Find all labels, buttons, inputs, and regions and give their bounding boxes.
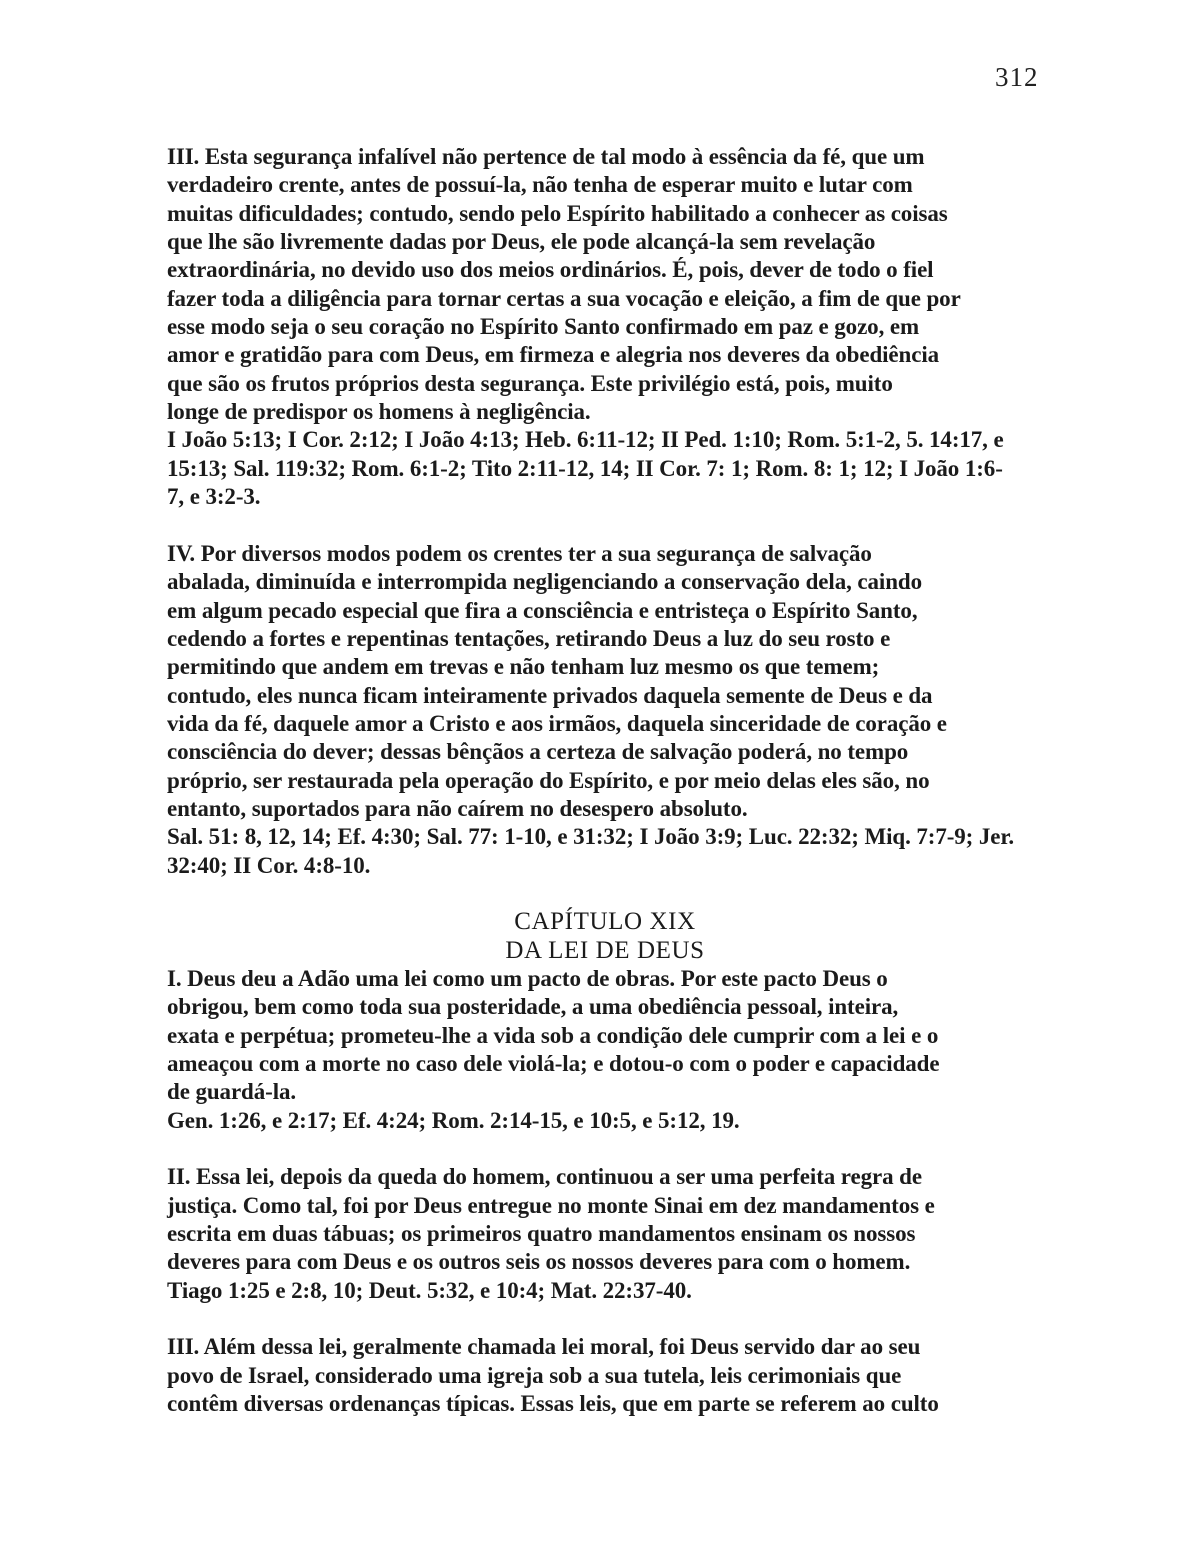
section-ii-law-after-fall-line: justiça. Como tal, foi por Deus entregue no monte Sinai em dez mandamentos e (167, 1192, 935, 1218)
section-iv-references-line: Sal. 51: 8, 12, 14; Ef. 4:30; Sal. 77: 1-10, e 31:32; I João 3:9; Luc. 22:32; Miq. 7:7-9; Jer. (167, 824, 1015, 850)
document-body (167, 143, 1043, 1418)
section-iii-assurance-line: esse modo seja o seu coração no Espírito Santo confirmado em paz e gozo, em (167, 314, 920, 340)
section-ii-law-after-fall-line: escrita em duas tábuas; os primeiros quatro mandamentos ensinam os nossos (167, 1221, 916, 1247)
section-iii-assurance-line: amor e gratidão para com Deus, em firmeza e alegria nos deveres da obediência (167, 342, 940, 368)
section-iii-assurance-line: que são os frutos próprios desta segurança. Este privilégio está, pois, muito (167, 370, 893, 396)
section-iii-assurance-line: extraordinária, no devido uso dos meios ordinários. É, pois, dever de todo o fiel (167, 257, 934, 283)
section-iii-references-line: 15:13; Sal. 119:32; Rom. 6:1-2; Tito 2:11-12, 14; II Cor. 7: 1; Rom. 8: 1; 12; I João 1:6- (167, 455, 1003, 481)
section-iv-assurance-shaken-line: contudo, eles nunca ficam inteiramente privados daquela semente de Deus e da (167, 682, 933, 708)
section-iv-assurance-shaken-line: em algum pecado especial que fira a consciência e entristeça o Espírito Santo, (167, 597, 918, 623)
blank-line (167, 511, 1043, 539)
section-iv-assurance-shaken-line: permitindo que andem em trevas e não tenham luz mesmo os que temem; (167, 654, 880, 680)
blank-line (167, 1135, 1043, 1163)
blank-line (167, 1305, 1043, 1333)
section-iii-assurance-line: verdadeiro crente, antes de possuí-la, não tenha de esperar muito e lutar com (167, 172, 913, 198)
section-i-law-to-adam-line: I. Deus deu a Adão uma lei como um pacto de obras. Por este pacto Deus o (167, 965, 888, 991)
section-ii-law-after-fall-line: deveres para com Deus e os outros seis os nossos deveres para com o homem. (167, 1249, 911, 1275)
section-i-law-to-adam-line: obrigou, bem como toda sua posteridade, a uma obediência pessoal, inteira, (167, 994, 899, 1020)
chapter-heading-line: CAPÍTULO XIX (514, 908, 696, 936)
section-i-references-line: Gen. 1:26, e 2:17; Ef. 4:24; Rom. 2:14-15, e 10:5, e 5:12, 19. (167, 1107, 740, 1133)
blank-line (167, 880, 1043, 908)
section-iv-assurance-shaken-line: consciência do dever; dessas bênçãos a certeza de salvação poderá, no tempo (167, 739, 909, 765)
section-iii-ceremonial-laws-line: contêm diversas ordenanças típicas. Essas leis, que em parte se referem ao culto (167, 1391, 939, 1417)
section-iv-assurance-shaken-line: IV. Por diversos modos podem os crentes ter a sua segurança de salvação (167, 540, 872, 566)
section-iv-references-line: 32:40; II Cor. 4:8-10. (167, 852, 371, 878)
section-iii-references-line: 7, e 3:2-3. (167, 484, 261, 510)
section-iv-assurance-shaken-line: cedendo a fortes e repentinas tentações, retirando Deus a luz do seu rosto e (167, 625, 891, 651)
section-ii-references-line: Tiago 1:25 e 2:8, 10; Deut. 5:32, e 10:4; Mat. 22:37-40. (167, 1277, 692, 1303)
page-number: 312 (995, 62, 1039, 92)
section-i-law-to-adam-line: exata e perpétua; prometeu-lhe a vida sob a condição dele cumprir com a lei e o (167, 1022, 939, 1048)
section-iv-assurance-shaken-line: próprio, ser restaurada pela operação do Espírito, e por meio delas eles são, no (167, 767, 930, 793)
chapter-heading-line: DA LEI DE DEUS (505, 936, 705, 964)
section-iii-assurance-line: fazer toda a diligência para tornar certas a sua vocação e eleição, a fim de que por (167, 285, 961, 311)
section-iii-references-line: I João 5:13; I Cor. 2:12; I João 4:13; Heb. 6:11-12; II Ped. 1:10; Rom. 5:1-2, 5. 14:17, e (167, 427, 1004, 453)
section-iii-ceremonial-laws-line: povo de Israel, considerado uma igreja sob a sua tutela, leis cerimoniais que (167, 1362, 902, 1388)
section-iii-assurance-line: que lhe são livremente dadas por Deus, ele pode alcançá-la sem revelação (167, 229, 876, 255)
section-iv-assurance-shaken-line: vida da fé, daquele amor a Cristo e aos irmãos, daquela sinceridade de coração e (167, 710, 947, 736)
section-iii-assurance-line: III. Esta segurança infalível não pertence de tal modo à essência da fé, que um (167, 144, 925, 169)
section-iii-assurance-line: longe de predispor os homens à negligência. (167, 399, 591, 425)
section-ii-law-after-fall-line: II. Essa lei, depois da queda do homem, continuou a ser uma perfeita regra de (167, 1164, 922, 1190)
section-iii-assurance-line: muitas dificuldades; contudo, sendo pelo Espírito habilitado a conhecer as coisas (167, 200, 948, 226)
section-iii-ceremonial-laws-line: III. Além dessa lei, geralmente chamada lei moral, foi Deus servido dar ao seu (167, 1334, 921, 1360)
section-iv-assurance-shaken-line: abalada, diminuída e interrompida negligenciando a conservação dela, caindo (167, 569, 922, 595)
section-i-law-to-adam-line: ameaçou com a morte no caso dele violá-la; e dotou-o com o poder e capacidade (167, 1051, 940, 1076)
section-i-law-to-adam-line: de guardá-la. (167, 1079, 297, 1105)
section-iv-assurance-shaken-line: entanto, suportados para não caírem no desespero absoluto. (167, 795, 748, 821)
